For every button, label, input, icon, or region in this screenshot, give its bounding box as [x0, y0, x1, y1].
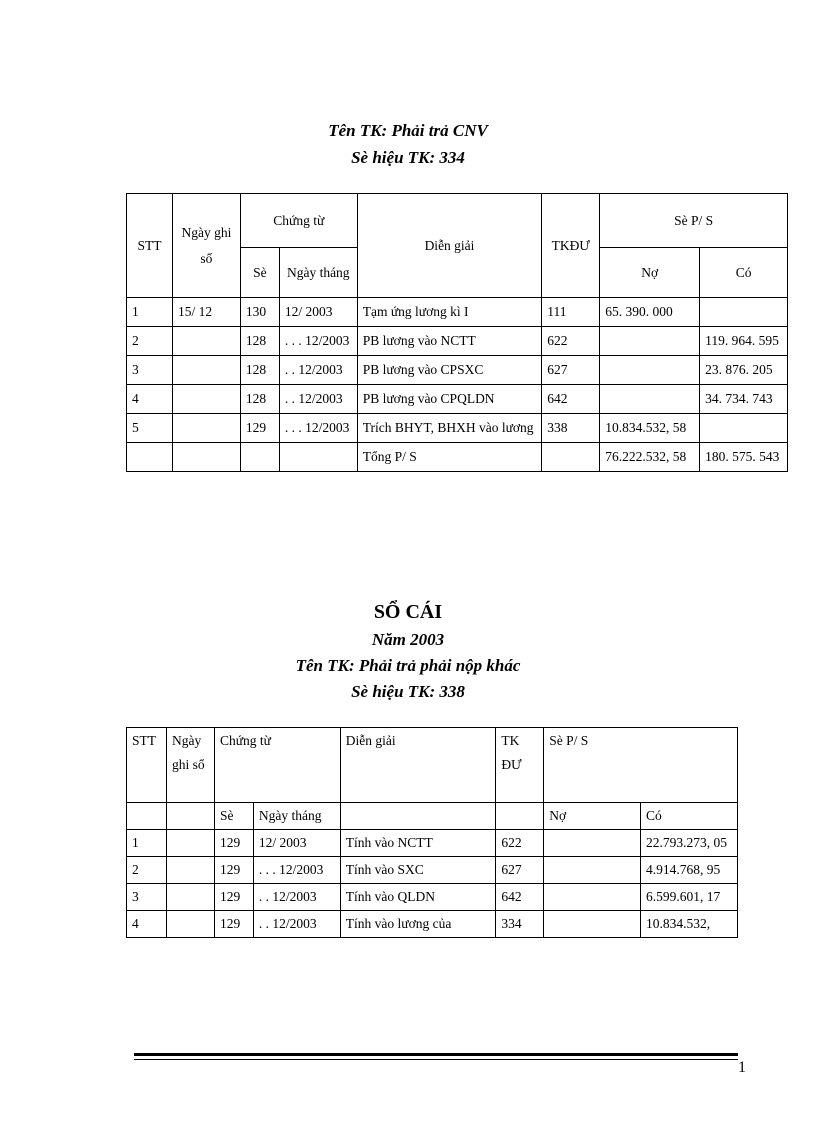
- cell-tkdu: 642: [542, 385, 600, 414]
- cell-ngay: [172, 443, 240, 472]
- cell-dien-giai: Tính vào NCTT: [340, 830, 496, 857]
- header-no: Nợ: [544, 803, 641, 830]
- cell-ngay-thang: 12/ 2003: [253, 830, 340, 857]
- cell-tkdu: 334: [496, 911, 544, 938]
- cell-dien-giai: PB lương vào CPSXC: [357, 356, 542, 385]
- cell-ngay: [172, 385, 240, 414]
- header-so-ps: Sè P/ S: [600, 194, 788, 248]
- cell-stt: 3: [127, 884, 167, 911]
- header-ngay-thang: Ngày tháng: [279, 248, 357, 298]
- cell-ngay-thang: . . 12/2003: [279, 385, 357, 414]
- cell-so: 129: [214, 911, 253, 938]
- header-ngay-thang: Ngày tháng: [253, 803, 340, 830]
- cell-co: 6.599.601, 17: [641, 884, 738, 911]
- cell-ngay-thang: . . . 12/2003: [279, 327, 357, 356]
- cell-co: 23. 876. 205: [700, 356, 788, 385]
- header-empty: [496, 803, 544, 830]
- header-stt: STT: [127, 194, 173, 298]
- cell-ngay-thang: . . 12/2003: [253, 884, 340, 911]
- cell-stt: 1: [127, 830, 167, 857]
- cell-ngay-thang: 12/ 2003: [279, 298, 357, 327]
- cell-dien-giai: Tính vào lương của: [340, 911, 496, 938]
- footer-rule-thick: [134, 1053, 738, 1056]
- cell-dien-giai: Trích BHYT, BHXH vào lương: [357, 414, 542, 443]
- header-tkdu: TKĐƯ: [542, 194, 600, 298]
- cell-ngay-thang: . . . 12/2003: [253, 857, 340, 884]
- cell-no: [544, 857, 641, 884]
- cell-stt: 4: [127, 385, 173, 414]
- ledger-338-table: [126, 727, 738, 938]
- table-row: [127, 830, 738, 857]
- cell-stt: 3: [127, 356, 173, 385]
- cell-ngay: [172, 414, 240, 443]
- header-tkdu: TK ĐƯ: [496, 728, 544, 803]
- header-ngay-ghi-so: Ngày ghi sổ: [172, 194, 240, 298]
- cell-co: 22.793.273, 05: [641, 830, 738, 857]
- table-row: [127, 327, 788, 356]
- cell-co: 34. 734. 743: [700, 385, 788, 414]
- cell-ngay-thang: . . 12/2003: [253, 911, 340, 938]
- ledger-338-year: Năm 2003: [371, 630, 445, 649]
- cell-tkdu: [542, 443, 600, 472]
- header-ngay-ghi-so: Ngày ghi sổ: [166, 728, 214, 803]
- cell-stt: 5: [127, 414, 173, 443]
- cell-co: 119. 964. 595: [700, 327, 788, 356]
- cell-ngay-thang: . . . 12/2003: [279, 414, 357, 443]
- cell-stt: 2: [127, 857, 167, 884]
- cell-no: 10.834.532, 58: [600, 414, 700, 443]
- table-row: [127, 857, 738, 884]
- cell-no: [600, 327, 700, 356]
- cell-stt: [127, 443, 173, 472]
- cell-no: [600, 356, 700, 385]
- header-empty: [127, 803, 167, 830]
- header-chung-tu: Chứng từ: [214, 728, 340, 803]
- section-title: SỔ CÁI: [373, 601, 443, 623]
- header-co: Có: [700, 248, 788, 298]
- cell-ngay-thang: [279, 443, 357, 472]
- cell-co: 180. 575. 543: [700, 443, 788, 472]
- cell-so: 130: [240, 298, 279, 327]
- header-co: Có: [641, 803, 738, 830]
- cell-stt: 2: [127, 327, 173, 356]
- cell-dien-giai: Tạm ứng lương kì I: [357, 298, 542, 327]
- cell-ngay: [166, 830, 214, 857]
- header-so: Sè: [214, 803, 253, 830]
- header-so-ps: Sè P/ S: [544, 728, 738, 803]
- table-row: [127, 414, 788, 443]
- cell-stt: 4: [127, 911, 167, 938]
- cell-no: 76.222.532, 58: [600, 443, 700, 472]
- cell-so: 129: [214, 830, 253, 857]
- cell-dien-giai: PB lương vào CPQLDN: [357, 385, 542, 414]
- cell-co: [700, 414, 788, 443]
- table-row: [127, 385, 788, 414]
- cell-so: 129: [240, 414, 279, 443]
- ledger-334-title: Tên TK: Phải trả CNV: [328, 121, 488, 140]
- ledger-334-account: Sè hiệu TK: 334: [351, 148, 465, 167]
- ledger-338-title: Tên TK: Phải trả phải nộp khác: [295, 656, 521, 675]
- cell-so: 129: [214, 884, 253, 911]
- cell-co: [700, 298, 788, 327]
- table-row: [127, 911, 738, 938]
- cell-co: 4.914.768, 95: [641, 857, 738, 884]
- footer-rule-thin: [134, 1059, 738, 1060]
- cell-dien-giai: Tính vào SXC: [340, 857, 496, 884]
- cell-dien-giai: Tổng P/ S: [357, 443, 542, 472]
- cell-tkdu: 627: [542, 356, 600, 385]
- cell-ngay: [172, 327, 240, 356]
- cell-ngay: [166, 911, 214, 938]
- header-empty: [166, 803, 214, 830]
- cell-dien-giai: PB lương vào NCTT: [357, 327, 542, 356]
- header-dien-giai: Diễn giải: [357, 194, 542, 298]
- cell-tkdu: 642: [496, 884, 544, 911]
- cell-so: [240, 443, 279, 472]
- cell-no: [544, 911, 641, 938]
- table-row: [127, 356, 788, 385]
- cell-no: 65. 390. 000: [600, 298, 700, 327]
- cell-tkdu: 627: [496, 857, 544, 884]
- cell-ngay-thang: . . 12/2003: [279, 356, 357, 385]
- header-no: Nợ: [600, 248, 700, 298]
- header-so: Sè: [240, 248, 279, 298]
- cell-no: [600, 385, 700, 414]
- cell-co: 10.834.532,: [641, 911, 738, 938]
- ledger-338-account: Sè hiệu TK: 338: [351, 682, 465, 701]
- header-dien-giai: Diễn giải: [340, 728, 496, 803]
- cell-ngay: [166, 857, 214, 884]
- cell-tkdu: 111: [542, 298, 600, 327]
- cell-so: 128: [240, 356, 279, 385]
- table-total-row: [127, 443, 788, 472]
- cell-tkdu: 338: [542, 414, 600, 443]
- cell-tkdu: 622: [542, 327, 600, 356]
- cell-ngay: 15/ 12: [172, 298, 240, 327]
- table-row: [127, 884, 738, 911]
- cell-no: [544, 884, 641, 911]
- cell-so: 128: [240, 327, 279, 356]
- cell-so: 129: [214, 857, 253, 884]
- cell-ngay: [166, 884, 214, 911]
- cell-so: 128: [240, 385, 279, 414]
- cell-no: [544, 830, 641, 857]
- header-stt: STT: [127, 728, 167, 803]
- cell-stt: 1: [127, 298, 173, 327]
- cell-ngay: [172, 356, 240, 385]
- ledger-334-table: [126, 193, 788, 472]
- header-chung-tu: Chứng từ: [240, 194, 357, 248]
- page-number: 1: [738, 1059, 746, 1076]
- table-row: [127, 298, 788, 327]
- header-empty: [340, 803, 496, 830]
- cell-dien-giai: Tính vào QLDN: [340, 884, 496, 911]
- cell-tkdu: 622: [496, 830, 544, 857]
